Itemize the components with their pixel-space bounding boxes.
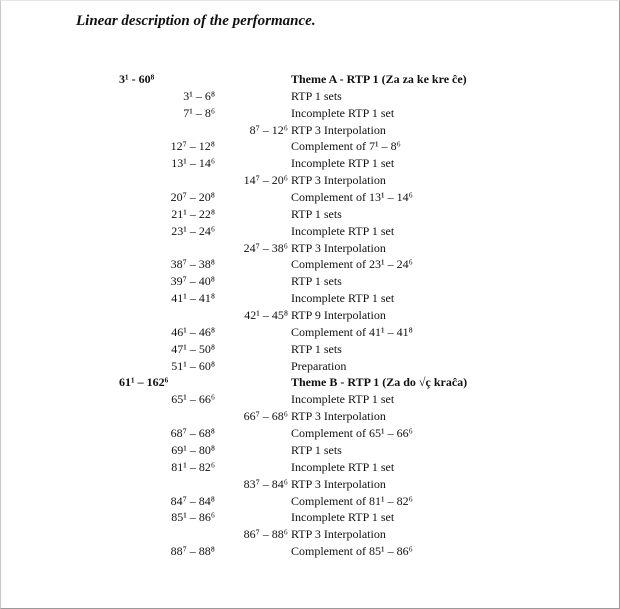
section-description: Incomplete RTP 1 set bbox=[291, 392, 395, 407]
outline-row bbox=[1, 88, 620, 105]
outline-row bbox=[1, 459, 620, 476]
measure-range: 42¹ – 45⁸ bbox=[244, 308, 288, 323]
measure-range: 38⁷ – 38⁸ bbox=[170, 257, 215, 272]
outline-row bbox=[1, 240, 620, 257]
measure-range: 66⁷ – 68⁶ bbox=[243, 409, 288, 424]
section-description: Incomplete RTP 1 set bbox=[291, 510, 395, 525]
measure-range: 3¹ - 60⁸ bbox=[119, 72, 155, 86]
outline-row bbox=[1, 138, 620, 155]
outline-row bbox=[1, 206, 620, 223]
outline-row bbox=[1, 493, 620, 510]
measure-range: 3¹ – 6⁸ bbox=[183, 88, 215, 103]
section-description: RTP 3 Interpolation bbox=[291, 240, 386, 255]
section-description: RTP 3 Interpolation bbox=[291, 409, 386, 424]
measure-range: 81¹ – 82⁶ bbox=[171, 459, 215, 474]
section-description: Complement of 65¹ – 66⁶ bbox=[291, 426, 413, 441]
outline-row bbox=[1, 105, 620, 122]
measure-range: 21¹ – 22⁸ bbox=[171, 206, 215, 221]
measure-range: 23¹ – 24⁶ bbox=[171, 223, 215, 238]
measure-range: 20⁷ – 20⁸ bbox=[170, 190, 215, 205]
outline-row bbox=[1, 358, 620, 375]
outline-row bbox=[1, 509, 620, 526]
section-description: RTP 3 Interpolation bbox=[291, 122, 386, 137]
outline-row bbox=[1, 172, 620, 189]
section-description: RTP 9 Interpolation bbox=[291, 308, 386, 323]
section-description: RTP 1 sets bbox=[291, 88, 342, 103]
measure-range: 69¹ – 80⁸ bbox=[171, 442, 215, 457]
outline-row bbox=[1, 189, 620, 206]
section-description: Incomplete RTP 1 set bbox=[291, 459, 395, 474]
measure-range: 13¹ – 14⁶ bbox=[171, 156, 215, 171]
outline-row bbox=[1, 324, 620, 341]
section-description: Complement of 13¹ – 14⁶ bbox=[291, 190, 413, 205]
section-description: Theme A - RTP 1 (Za za ke kre ĉe) bbox=[291, 72, 467, 86]
measure-range: 14⁷ – 20⁶ bbox=[243, 173, 288, 188]
section-description: RTP 3 Interpolation bbox=[291, 476, 386, 491]
outline-row bbox=[1, 408, 620, 425]
section-description: Complement of 23¹ – 24⁶ bbox=[291, 257, 413, 272]
outline-row bbox=[1, 155, 620, 172]
measure-range: 51¹ – 60⁸ bbox=[171, 358, 215, 373]
outline-row bbox=[1, 442, 620, 459]
section-description: RTP 3 Interpolation bbox=[291, 173, 386, 188]
section-description: Theme B - RTP 1 (Za do √ç kraĉa) bbox=[291, 375, 468, 390]
measure-range: 39⁷ – 40⁸ bbox=[170, 274, 215, 289]
measure-range: 83⁷ – 84⁶ bbox=[243, 476, 288, 491]
outline-row bbox=[1, 341, 620, 358]
outline-row bbox=[1, 223, 620, 240]
outline-row bbox=[1, 307, 620, 324]
section-description: RTP 1 sets bbox=[291, 274, 342, 289]
measure-range: 46¹ – 46⁸ bbox=[171, 324, 215, 339]
section-description: Complement of 81¹ – 82⁶ bbox=[291, 493, 413, 508]
measure-range: 8⁷ – 12⁶ bbox=[249, 122, 288, 137]
section-description: Incomplete RTP 1 set bbox=[291, 291, 395, 306]
section-description: Preparation bbox=[291, 358, 347, 373]
measure-range: 86⁷ – 88⁶ bbox=[243, 527, 288, 542]
measure-range: 12⁷ – 12⁸ bbox=[170, 139, 215, 154]
outline-row bbox=[1, 256, 620, 273]
section-description: Incomplete RTP 1 set bbox=[291, 223, 395, 238]
outline-row bbox=[1, 391, 620, 408]
measure-range: 47¹ – 50⁸ bbox=[171, 341, 215, 356]
section-description: Complement of 41¹ – 41⁸ bbox=[291, 324, 413, 339]
measure-range: 85¹ – 86⁶ bbox=[171, 510, 215, 525]
section-description: Incomplete RTP 1 set bbox=[291, 105, 395, 120]
outline-row bbox=[1, 273, 620, 290]
outline-row bbox=[1, 543, 620, 560]
outline-row bbox=[1, 476, 620, 493]
measure-range: 61¹ – 162⁶ bbox=[119, 375, 169, 390]
outline-row bbox=[1, 71, 620, 88]
section-description: RTP 1 sets bbox=[291, 442, 342, 457]
section-description: Complement of 7¹ – 8⁶ bbox=[291, 139, 401, 154]
outline-row bbox=[1, 290, 620, 307]
section-description: Incomplete RTP 1 set bbox=[291, 156, 395, 171]
section-description: RTP 1 sets bbox=[291, 341, 342, 356]
measure-range: 88⁷ – 88⁸ bbox=[170, 544, 215, 559]
section-description: Complement of 85¹ – 86⁶ bbox=[291, 544, 413, 559]
measure-range: 24⁷ – 38⁶ bbox=[243, 240, 288, 255]
measure-range: 41¹ – 41⁸ bbox=[171, 291, 215, 306]
document-heading: Linear description of the performance. bbox=[76, 13, 316, 29]
section-description: RTP 3 Interpolation bbox=[291, 527, 386, 542]
measure-range: 65¹ – 66⁶ bbox=[171, 392, 215, 407]
section-description: RTP 1 sets bbox=[291, 206, 342, 221]
measure-range: 84⁷ – 84⁸ bbox=[170, 493, 215, 508]
outline-row bbox=[1, 425, 620, 442]
outline-row bbox=[1, 526, 620, 543]
outline-row bbox=[1, 374, 620, 391]
outline-row bbox=[1, 122, 620, 139]
measure-range: 68⁷ – 68⁸ bbox=[170, 426, 215, 441]
measure-range: 7¹ – 8⁶ bbox=[183, 105, 215, 120]
